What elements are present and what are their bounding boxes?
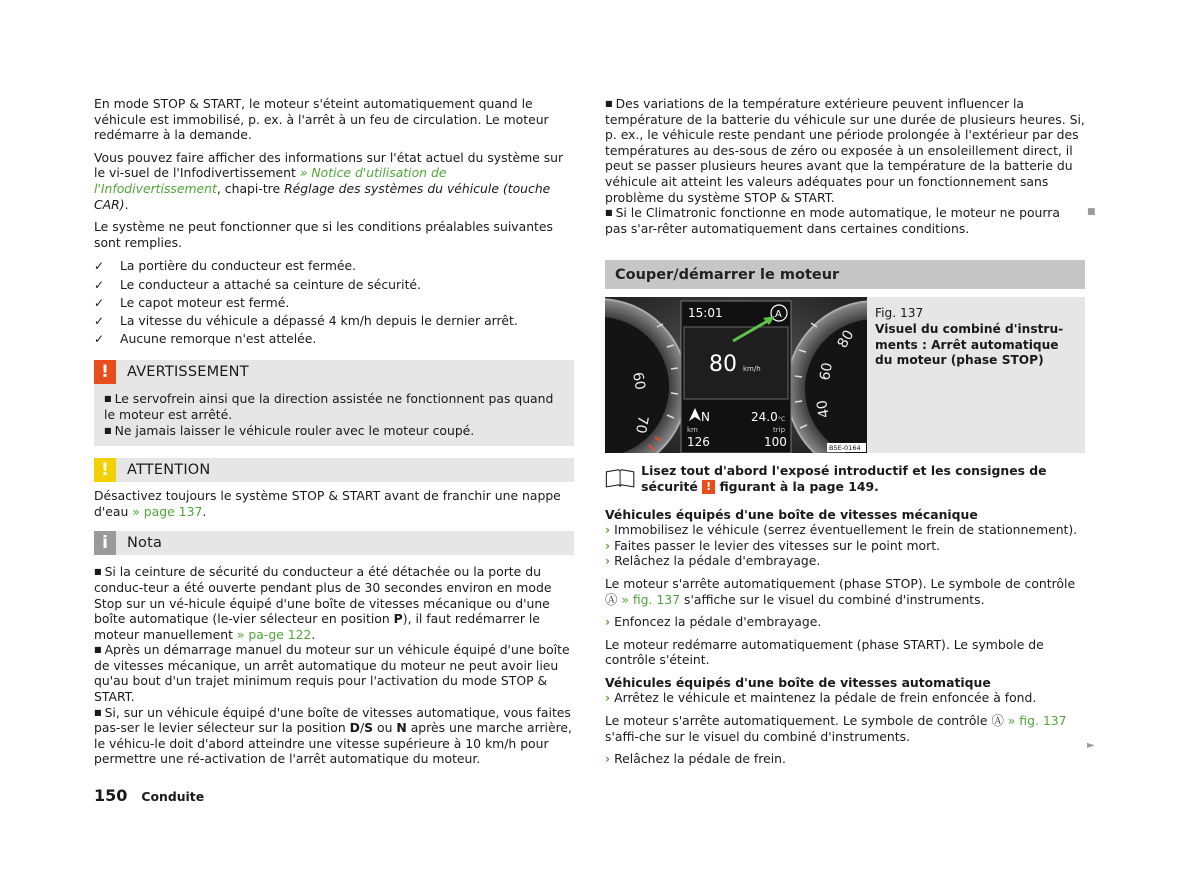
- auto-stop-text: [605, 713, 1085, 744]
- list-item: [94, 294, 574, 312]
- text: s'affiche sur le visuel du combiné d'instruments.: [680, 591, 985, 607]
- step: [605, 690, 1085, 706]
- manual-section: [605, 507, 1085, 569]
- gear-position: S: [364, 720, 374, 736]
- nota-header: [94, 531, 574, 555]
- figure-link[interactable]: » fig. 137: [1007, 713, 1067, 729]
- bullet-icon: ■: [94, 645, 102, 655]
- attention-block: [94, 458, 574, 519]
- temperature-readout: 24.0: [751, 410, 778, 425]
- end-of-section-icon: ■: [1087, 207, 1096, 217]
- text: Si la ceinture de sécurité du conducteur a été détachée ou la porte du conduc-teur a été ouverte pendant plus de 30 secondes environ en mode Stop sur un vé-hicule équipé d'une boîte de vitesses mécanique ou d'une boîte automatique (le-vier sélecteur en position: [94, 564, 552, 627]
- list-item: [94, 276, 574, 294]
- temperature-unit: °C: [778, 416, 786, 424]
- gear-position: D: [349, 720, 360, 736]
- page-link[interactable]: » pa-ge 122: [236, 626, 312, 642]
- trip-readout: 100: [764, 435, 787, 450]
- step: [605, 538, 1085, 554]
- section-heading: Couper/démarrer le moteur: [605, 260, 1085, 289]
- step: [605, 614, 1085, 630]
- list-item: [94, 312, 574, 330]
- step-text: Relâchez la pédale d'embrayage.: [614, 553, 821, 569]
- bullet-icon: ■: [104, 425, 112, 435]
- conditions-list: [94, 257, 574, 348]
- attention-icon: !: [94, 458, 116, 482]
- item-text: Le capot moteur est fermé.: [120, 294, 290, 310]
- figure-code: B5E-0164: [829, 444, 861, 453]
- attention-header: [94, 458, 574, 482]
- nota-title: Nota: [127, 535, 163, 552]
- clock-readout: 15:01: [688, 306, 723, 321]
- info-icon: i: [94, 531, 116, 555]
- nota-body: [94, 555, 574, 767]
- cluster-illustration: [605, 297, 867, 453]
- step-text: Arrêtez le véhicule et maintenez la pédale de frein enfoncée à fond.: [614, 690, 1037, 706]
- auto-stop-symbol-icon: Ⓐ: [605, 591, 618, 607]
- nota-block: [94, 531, 574, 767]
- figure-label: Fig. 137: [875, 306, 924, 321]
- step-arrow-icon: ›: [605, 537, 611, 553]
- conditions-paragraph: Le système ne peut fonctionner que si les conditions préalables suivantes sont remplies.: [94, 219, 553, 250]
- text: figurant à la page 149.: [715, 478, 879, 494]
- step-arrow-icon: ›: [605, 614, 611, 630]
- stop-phase-text: [605, 576, 1085, 607]
- odometer-readout: 126: [687, 435, 710, 450]
- step-arrow-icon: ›: [605, 522, 611, 538]
- attention-title: ATTENTION: [127, 462, 211, 479]
- item-text: La vitesse du véhicule a dépassé 4 km/h depuis le dernier arrêt.: [120, 312, 518, 328]
- text: ), il faut redémarrer le moteur manuellement: [94, 611, 540, 642]
- right-gauge-label: 80: [834, 327, 858, 352]
- figure-caption-text: Visuel du combiné d'instru-ments : Arrêt automatique du moteur (phase STOP): [875, 321, 1064, 368]
- text: Si le Climatronic fonctionne en mode automatique, le moteur ne pourra pas s'ar-rêter automatiquement dans certaines conditions.: [605, 205, 1060, 236]
- attention-text: [94, 488, 574, 519]
- item-text: Le servofrein ainsi que la direction assistée ne fonctionnent pas quand le moteur est arrêté.: [104, 391, 554, 422]
- gear-position: N: [396, 720, 407, 736]
- right-gauge-label: 40: [814, 399, 833, 420]
- step-arrow-icon: ›: [605, 553, 611, 569]
- list-item: [94, 330, 574, 348]
- warning-header: [94, 360, 574, 384]
- step-text: Relâchez la pédale de frein.: [614, 751, 786, 767]
- bullet-icon: ■: [605, 99, 613, 108]
- intro-notice-text: [641, 463, 1085, 494]
- nota-item: [94, 564, 574, 642]
- trip-label: trip: [773, 426, 786, 435]
- bullet-icon: ■: [94, 707, 102, 717]
- attention-body: [94, 482, 574, 519]
- page-number: 150: [94, 786, 128, 805]
- warning-item: [104, 423, 564, 439]
- text: s'affi-che sur le visuel du combiné d'instruments.: [605, 728, 911, 744]
- page-link[interactable]: » page 137: [132, 503, 203, 519]
- infotainment-link[interactable]: » Notice d'utilisation de l'Infodivertissement: [94, 165, 447, 196]
- intro-notice: [605, 463, 1085, 494]
- figure-link[interactable]: » fig. 137: [621, 591, 681, 607]
- step-text: Faites passer le levier des vitesses sur le point mort.: [614, 537, 941, 553]
- warning-title: AVERTISSEMENT: [127, 364, 249, 381]
- step: [605, 553, 1085, 569]
- text: Désactivez toujours le système STOP & START avant de franchir une nappe d'eau: [94, 488, 561, 519]
- item-text: Ne jamais laisser le véhicule rouler avec le moteur coupé.: [114, 422, 475, 438]
- direction-readout: N: [701, 410, 710, 425]
- bullet-icon: ■: [104, 394, 112, 404]
- warning-icon: !: [94, 360, 116, 384]
- bullet-icon: ■: [94, 567, 102, 577]
- step-text: Immobilisez le véhicule (serrez éventuellement le frein de stationnement).: [614, 522, 1078, 538]
- item-text: La portière du conducteur est fermée.: [120, 258, 357, 274]
- nota-item: [94, 642, 574, 704]
- text: , chapi-tre: [216, 180, 285, 196]
- warning-body: [94, 384, 574, 446]
- step-arrow-icon: ›: [605, 751, 611, 767]
- manual-heading: Véhicules équipés d'une boîte de vitesses mécanique: [605, 506, 978, 522]
- item-text: Le conducteur a attaché sa ceinture de sécurité.: [120, 276, 421, 292]
- text: Des variations de la température extérieure peuvent influencer la température de la batterie du véhicule sur une durée de plusieurs heures. Si, p. ex., le véhicule reste pendant une période prolongée à l'extérieur par des températures au des-sous de zéro ou exposée à un ensoleillement direct, il peut se passer plusieurs heures avant que la température de la batterie du véhicule ait atteint les valeurs adéquates pour un fonctionnement sans problème du système STOP & START.: [605, 96, 1085, 205]
- text: après une marche arrière, le véhicu-le doit d'abord atteindre une vitesse supérieure à 10 km/h pour permettre une ré-activation de l'arrêt automatique du moteur.: [94, 720, 572, 767]
- chapter-title: Réglage des systèmes du véhicule (touche CAR): [94, 180, 551, 212]
- figure-137: [605, 297, 1085, 453]
- auto-heading: Véhicules équipés d'une boîte de vitesses automatique: [605, 674, 991, 690]
- text: Le moteur s'arrête automatiquement (phase STOP). Le symbole de contrôle: [605, 575, 1076, 591]
- bullet-icon: ■: [605, 208, 613, 218]
- step-arrow-icon: ›: [605, 690, 611, 706]
- auto-stop-symbol-icon: Ⓐ: [991, 713, 1004, 729]
- text: Le moteur s'arrête automatiquement. Le symbole de contrôle: [605, 713, 992, 729]
- speed-readout: 80: [709, 352, 737, 378]
- text: Après un démarrage manuel du moteur sur un véhicule équipé d'une boîte de vitesses mécanique, un arrêt automatique du moteur ne peut avoir lieu qu'au bout d'un trajet minimum requis pour l'activation du mode STOP & START.: [94, 642, 570, 705]
- warning-icon: !: [702, 480, 715, 494]
- text: .: [124, 196, 129, 212]
- page-footer: [94, 786, 204, 805]
- left-column: [94, 96, 574, 767]
- left-gauge-label: 60: [629, 371, 648, 392]
- text: /: [359, 720, 365, 736]
- text: .: [311, 626, 316, 642]
- auto-stop-symbol: A: [775, 309, 782, 321]
- text: Si, sur un véhicule équipé d'une boîte de vitesses automatique, vous faites pas-ser le levier sélecteur sur la position: [94, 704, 571, 736]
- km-label: km: [687, 426, 698, 435]
- check-icon: ✓: [94, 259, 105, 274]
- nota-item: [94, 705, 574, 767]
- step: [605, 522, 1085, 538]
- intro-paragraph: En mode STOP & START, le moteur s'éteint automatiquement quand le véhicule est immobilisé, p. ex. à l'arrêt à un feu de circulation. Le moteur redémarre à la demande.: [94, 96, 549, 143]
- text: Lisez tout d'abord l'exposé introductif et les consignes de sécurité: [641, 463, 1047, 494]
- continue-icon: ►: [1087, 740, 1095, 751]
- figure-caption: [867, 297, 1085, 453]
- text: Vous pouvez faire afficher des informations sur l'état actuel du système sur le vi-suel de l'Infodivertissement: [94, 149, 564, 181]
- list-item: [94, 257, 574, 275]
- chapter-name: Conduite: [141, 789, 205, 804]
- climatronic-note: [605, 205, 1085, 236]
- warning-box: [94, 360, 574, 446]
- battery-note: [605, 96, 1085, 205]
- text: .: [202, 503, 207, 519]
- gear-position: P: [393, 611, 403, 627]
- check-icon: ✓: [94, 295, 105, 310]
- text: ou: [373, 720, 397, 736]
- instrument-cluster-image: [605, 297, 867, 453]
- check-icon: ✓: [94, 332, 105, 347]
- right-gauge-label: 60: [817, 361, 837, 383]
- warning-item: [104, 391, 564, 422]
- step-text: Enfoncez la pédale d'embrayage.: [614, 614, 822, 630]
- start-phase-text: Le moteur redémarre automatiquement (phase START). Le symbole de contrôle s'éteint.: [605, 636, 1044, 668]
- check-icon: ✓: [94, 313, 105, 328]
- step: [605, 751, 1085, 767]
- left-gauge-label: 70: [631, 414, 651, 435]
- book-icon: [605, 463, 635, 493]
- item-text: Aucune remorque n'est attelée.: [120, 331, 317, 347]
- check-icon: ✓: [94, 277, 105, 292]
- speed-unit: km/h: [743, 365, 761, 374]
- right-column: [605, 96, 1085, 767]
- info-paragraph: [94, 150, 574, 212]
